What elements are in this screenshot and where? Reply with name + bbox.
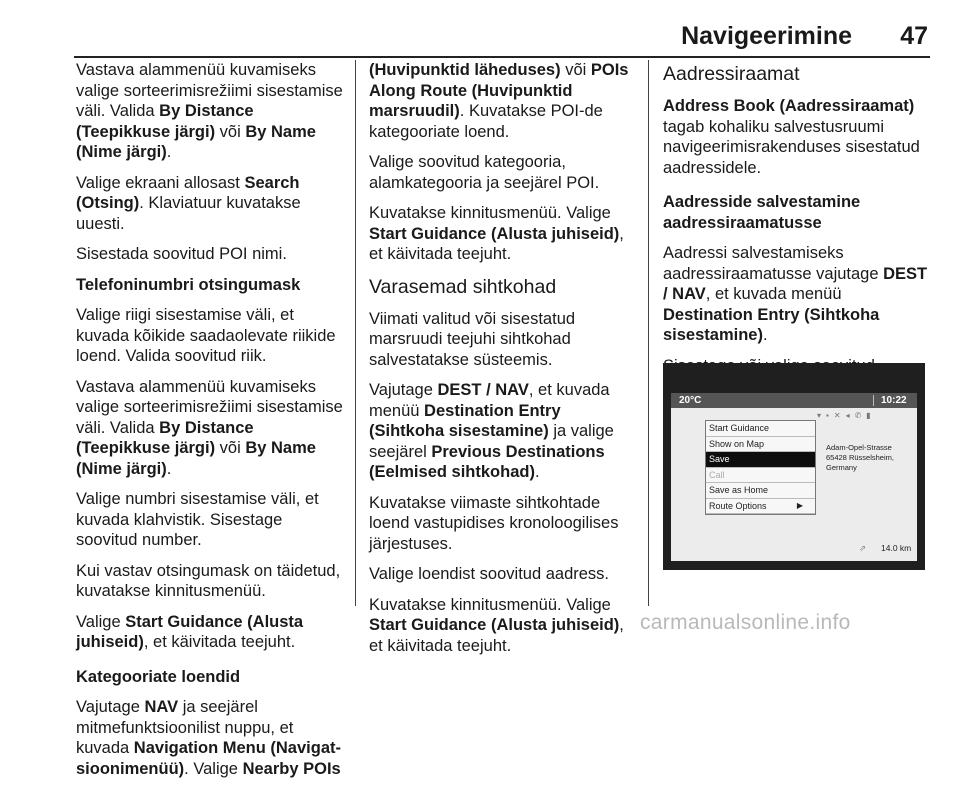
shuffle-icon: ✕	[833, 411, 846, 420]
column-2	[369, 60, 635, 666]
menu-item-call[interactable]: Call	[706, 468, 815, 484]
menu-item-route-options[interactable]	[706, 499, 815, 515]
menu-item-show-on-map[interactable]: Show on Map	[706, 437, 815, 453]
mic-icon: ▮	[866, 411, 876, 420]
bold-text: Previous Destinations (Eelmised sihtkohad)	[369, 442, 605, 481]
bold-text: By Distance (Teepikkuse järgi)	[76, 418, 254, 457]
paragraph: Viimati valitud või sisestatud marsruudi teejuhi sihtkohad salvestatakse süsteemis.	[369, 309, 576, 369]
divider	[873, 395, 874, 406]
paragraph	[76, 173, 344, 235]
text: .	[762, 326, 768, 344]
page-title: Navigeerimine	[681, 22, 852, 50]
column-3	[663, 60, 933, 407]
section-heading: Aadressiraamat	[663, 63, 800, 85]
screen	[671, 393, 917, 561]
paragraph	[369, 203, 635, 265]
phone-icon: ✆	[854, 411, 867, 420]
status-icons	[817, 411, 876, 420]
bold-text: Destination Entry (Sihtkoha sisestamine)	[369, 401, 561, 440]
bold-text: Navigation Menu (Navigat-sioonimenüü)	[76, 739, 341, 778]
address-city: 65428 Rüsselsheim, Germany	[826, 453, 894, 472]
paragraph: Kui vastav otsingumask on täidetud, kuvatakse kinnitusmenüü.	[76, 561, 341, 600]
text: või	[215, 439, 246, 457]
paragraph	[76, 612, 344, 653]
text: .	[166, 143, 172, 161]
column-divider-1	[355, 60, 356, 606]
clock: 10:22	[881, 395, 907, 406]
section-heading: Aadresside salvestamine aadressiraamatusse	[663, 193, 861, 232]
menu-item-save-as-home[interactable]: Save as Home	[706, 483, 815, 499]
text: , et käivitada teejuht.	[369, 224, 624, 263]
bold-text: DEST / NAV	[437, 381, 529, 399]
distance-readout: 14.0 km	[881, 543, 912, 553]
text: , et kuvada menüü	[369, 381, 610, 420]
bold-text: Start Guidance (Alusta juhiseid)	[369, 616, 620, 634]
text: . Kuvatakse POI-de kategooriate loend.	[369, 102, 603, 141]
text: .	[534, 463, 540, 481]
chevron-right-icon: ▶	[796, 500, 803, 510]
infotainment-screenshot	[663, 363, 925, 570]
text: või	[560, 61, 591, 79]
column-divider-2	[648, 60, 649, 606]
signal-icon: ▾	[817, 411, 827, 420]
paragraph	[369, 595, 635, 657]
address-street: Adam-Opel-Strasse	[826, 443, 892, 452]
section-heading: Telefoninumbri otsingumask	[76, 275, 301, 294]
status-bar	[671, 393, 917, 408]
paragraph	[369, 380, 635, 483]
menu-item-label: Route Options	[709, 500, 767, 511]
text: ja seejärel mitmefunktsioonilist nuppu, et kuvada	[76, 698, 294, 757]
header-rule	[74, 56, 930, 58]
speaker-icon: ◂	[845, 411, 855, 420]
bold-text: Search (Otsing)	[76, 173, 300, 212]
paragraph: Valige numbri sisestamise väli, et kuvada klahvistik. Sisestage soovitud number.	[76, 490, 319, 549]
bold-text: DEST / NAV	[663, 264, 928, 303]
bold-text: Start Guidance (Alusta juhiseid)	[369, 224, 620, 243]
text: Valige ekraani allosast	[76, 173, 245, 192]
destination-address	[826, 443, 917, 473]
text: Vastava alammenüü kuvamiseks valige sorteerimisrežiimi sisestamise väli. Valida	[76, 377, 343, 437]
paragraph	[76, 697, 344, 779]
text: , et kuvada menüü	[705, 285, 842, 303]
text: Kuvatakse kinnitusmenüü. Valige	[369, 595, 611, 614]
watermark: carmanualsonline.info	[640, 611, 851, 634]
bold-text: By Distance (Teepikkuse järgi)	[76, 102, 254, 141]
text: Vastava alammenüü kuvamiseks valige sorteerimisrežiimi sisestamise väli. Valida	[76, 61, 343, 120]
section-heading: Kategooriate loendid	[76, 667, 241, 686]
text: .	[166, 459, 172, 478]
paragraph: Valige soovitud kategooria, alamkategooria ja seejärel POI.	[369, 153, 600, 192]
paragraph	[76, 377, 344, 480]
bold-text: NAV	[144, 698, 179, 716]
text: Kuvatakse kinnitusmenüü. Valige	[369, 204, 611, 222]
column-1	[76, 60, 344, 789]
text: Vajutage	[369, 381, 438, 399]
paragraph	[663, 243, 933, 346]
page-number: 47	[900, 22, 928, 50]
text: või	[215, 122, 246, 141]
bold-text: By Name (Nime järgi)	[76, 122, 316, 161]
bold-text: By Name (Nime järgi)	[76, 439, 316, 478]
paragraph	[663, 96, 933, 178]
text: ja valige seejärel	[369, 422, 614, 461]
text: , et käivitada teejuht.	[369, 616, 624, 655]
bold-text: Address Book (Aadressiraamat)	[663, 97, 915, 115]
text: tagab kohaliku salvestusruumi navigeerimisrakenduses sisestatud aadressidele.	[663, 117, 920, 177]
menu-item-save[interactable]: Save	[706, 452, 815, 468]
text: Aadressi salvestamiseks aadressiraamatusse vajutage	[663, 244, 884, 283]
text: , et käivitada teejuht.	[143, 633, 296, 651]
text: . Klaviatuur kuvatakse uuesti.	[76, 194, 301, 233]
paragraph: Sisestada soovitud POI nimi.	[76, 245, 287, 263]
paragraph	[369, 60, 635, 142]
text: . Valige	[184, 759, 243, 778]
section-heading: Varasemad sihtkohad	[369, 275, 557, 298]
confirmation-menu	[705, 420, 816, 515]
media-icon: ▪	[826, 411, 834, 420]
paragraph	[76, 60, 344, 163]
bold-text: Nearby POIs	[242, 759, 341, 778]
bold-text: POIs Along Route (Huvipunktid marsruudil)	[369, 61, 629, 120]
menu-item-start-guidance[interactable]: Start Guidance	[706, 421, 815, 437]
temperature-readout: 20°C	[679, 395, 702, 406]
text: Valige	[76, 612, 126, 631]
paragraph: Valige riigi sisestamise väli, et kuvada kõikide saadaolevate riikide loend. Valida soovitud riik.	[76, 306, 336, 365]
page-header	[0, 0, 960, 56]
text: Vajutage	[76, 698, 145, 716]
paragraph: Valige loendist soovitud aadress.	[369, 565, 610, 583]
bold-text: Start Guidance (Alusta juhiseid)	[76, 612, 304, 651]
route-icon: ⇗	[859, 543, 867, 553]
bold-text: (Huvipunktid läheduses)	[369, 61, 561, 79]
paragraph: Kuvatakse viimaste sihtkohtade loend vastupidises kronoloogilises järjestuses.	[369, 493, 619, 553]
bold-text: Destination Entry (Sihtkoha sisestamine)	[663, 305, 880, 344]
